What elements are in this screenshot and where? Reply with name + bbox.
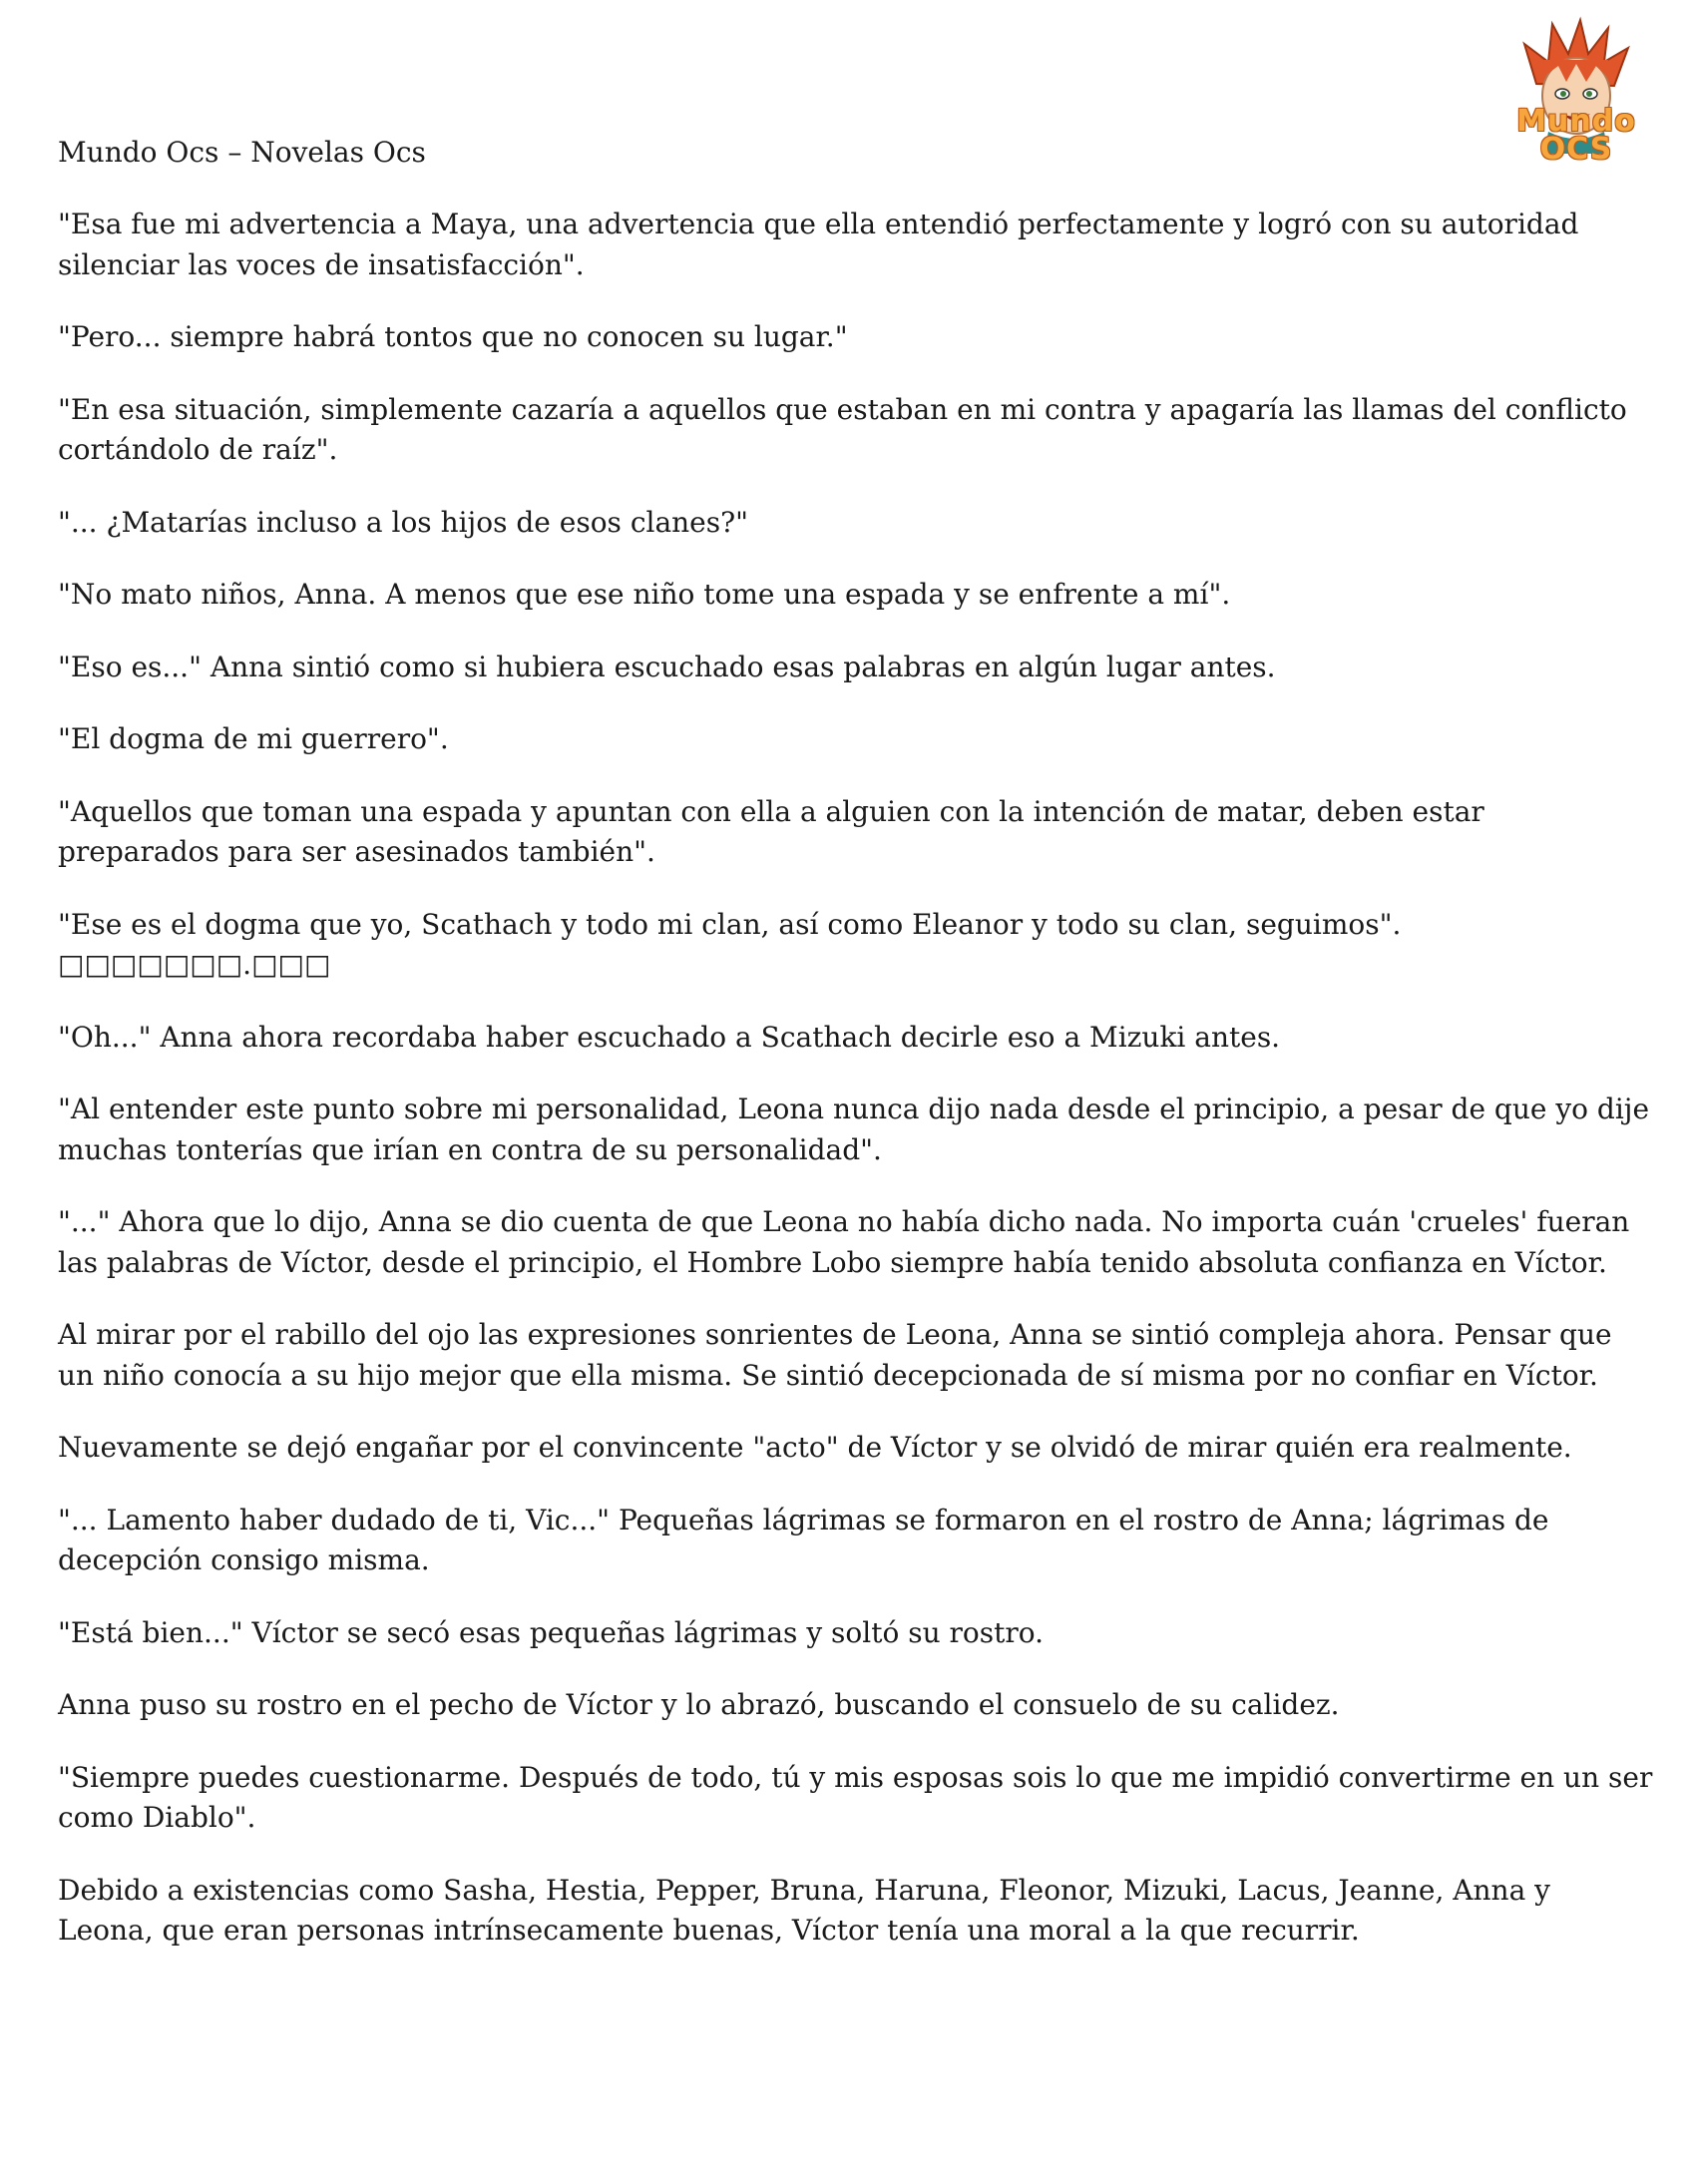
paragraph: "No mato niños, Anna. A menos que ese niño tome una espada y se enfrente a mí". [58, 578, 1231, 611]
paragraph: "Eso es..." Anna sintió como si hubiera escuchado esas palabras en algún lugar antes. [58, 650, 1276, 683]
paragraph: "Siempre puedes cuestionarme. Después de todo, tú y mis esposas sois lo que me impidió convertirme en un ser como Diablo". [58, 1760, 1653, 1834]
paragraph: "Pero... siempre habrá tontos que no conocen su lugar." [58, 320, 848, 353]
paragraph: Debido a existencias como Sasha, Hestia, Pepper, Bruna, Haruna, Fleonor, Mizuki, Lacus, Jeanne, Anna y Leona, que eran personas intrínsecamente buenas, Víctor tenía una moral a la que recurrir. [58, 1873, 1550, 1947]
paragraph: "El dogma de mi guerrero". [58, 722, 449, 755]
document-body [58, 205, 1654, 1983]
paragraph: "... ¿Matarías incluso a los hijos de esos clanes?" [58, 505, 749, 539]
paragraph: "Está bien..." Víctor se secó esas pequeñas lágrimas y soltó su rostro. [58, 1615, 1045, 1649]
paragraph: "En esa situación, simplemente cazaría a aquellos que estaban en mi contra y apagaría las llamas del conflicto cortándolo de raíz". [58, 392, 1627, 466]
paragraph: Al mirar por el rabillo del ojo las expresiones sonrientes de Leona, Anna se sintió compleja ahora. Pensar que un niño conocía a su hijo mejor que ella misma. Se sintió decepcionada de sí misma por no confiar en Víctor. [58, 1318, 1612, 1392]
paragraph: "Esa fue mi advertencia a Maya, una advertencia que ella entendió perfectamente y logró con su autoridad silenciar las voces de insatisfacción". [58, 208, 1579, 281]
paragraph: "Oh..." Anna ahora recordaba haber escuchado a Scathach decirle eso a Mizuki antes. [58, 1020, 1281, 1054]
logo-text [1496, 104, 1656, 167]
paragraph: Anna puso su rostro en el pecho de Víctor y lo abrazó, buscando el consuelo de su calidez. [58, 1688, 1340, 1721]
paragraph: "..." Ahora que lo dijo, Anna se dio cuenta de que Leona no había dicho nada. No importa cuán 'crueles' fueran las palabras de Víctor, desde el principio, el Hombre Lobo siempre había tenido absoluta confianza en Víctor. [58, 1205, 1630, 1279]
page-header: Mundo Ocs – Novelas Ocs [58, 136, 426, 169]
paragraph: "... Lamento haber dudado de ti, Vic..." Pequeñas lágrimas se formaron en el rostro de Anna; lágrimas de decepción consigo misma. [58, 1503, 1549, 1576]
logo-text-line2: OCS [1539, 132, 1613, 167]
paragraph: "Aquellos que toman una espada y apuntan con ella a alguien con la intención de matar, deben estar preparados para ser asesinados también". [58, 794, 1484, 868]
paragraph: "Ese es el dogma que yo, Scathach y todo mi clan, así como Eleanor y todo su clan, seguimos". □□□□□□□.□□□ [58, 907, 1402, 981]
paragraph: Nuevamente se dejó engañar por el convincente "acto" de Víctor y se olvidó de mirar quién era realmente. [58, 1431, 1572, 1464]
logo-text-line1: Mundo [1516, 104, 1636, 139]
mundo-ocs-logo [1496, 14, 1656, 174]
paragraph: "Al entender este punto sobre mi personalidad, Leona nunca dijo nada desde el principio, a pesar de que yo dije muchas tonterías que irían en contra de su personalidad". [58, 1092, 1650, 1166]
